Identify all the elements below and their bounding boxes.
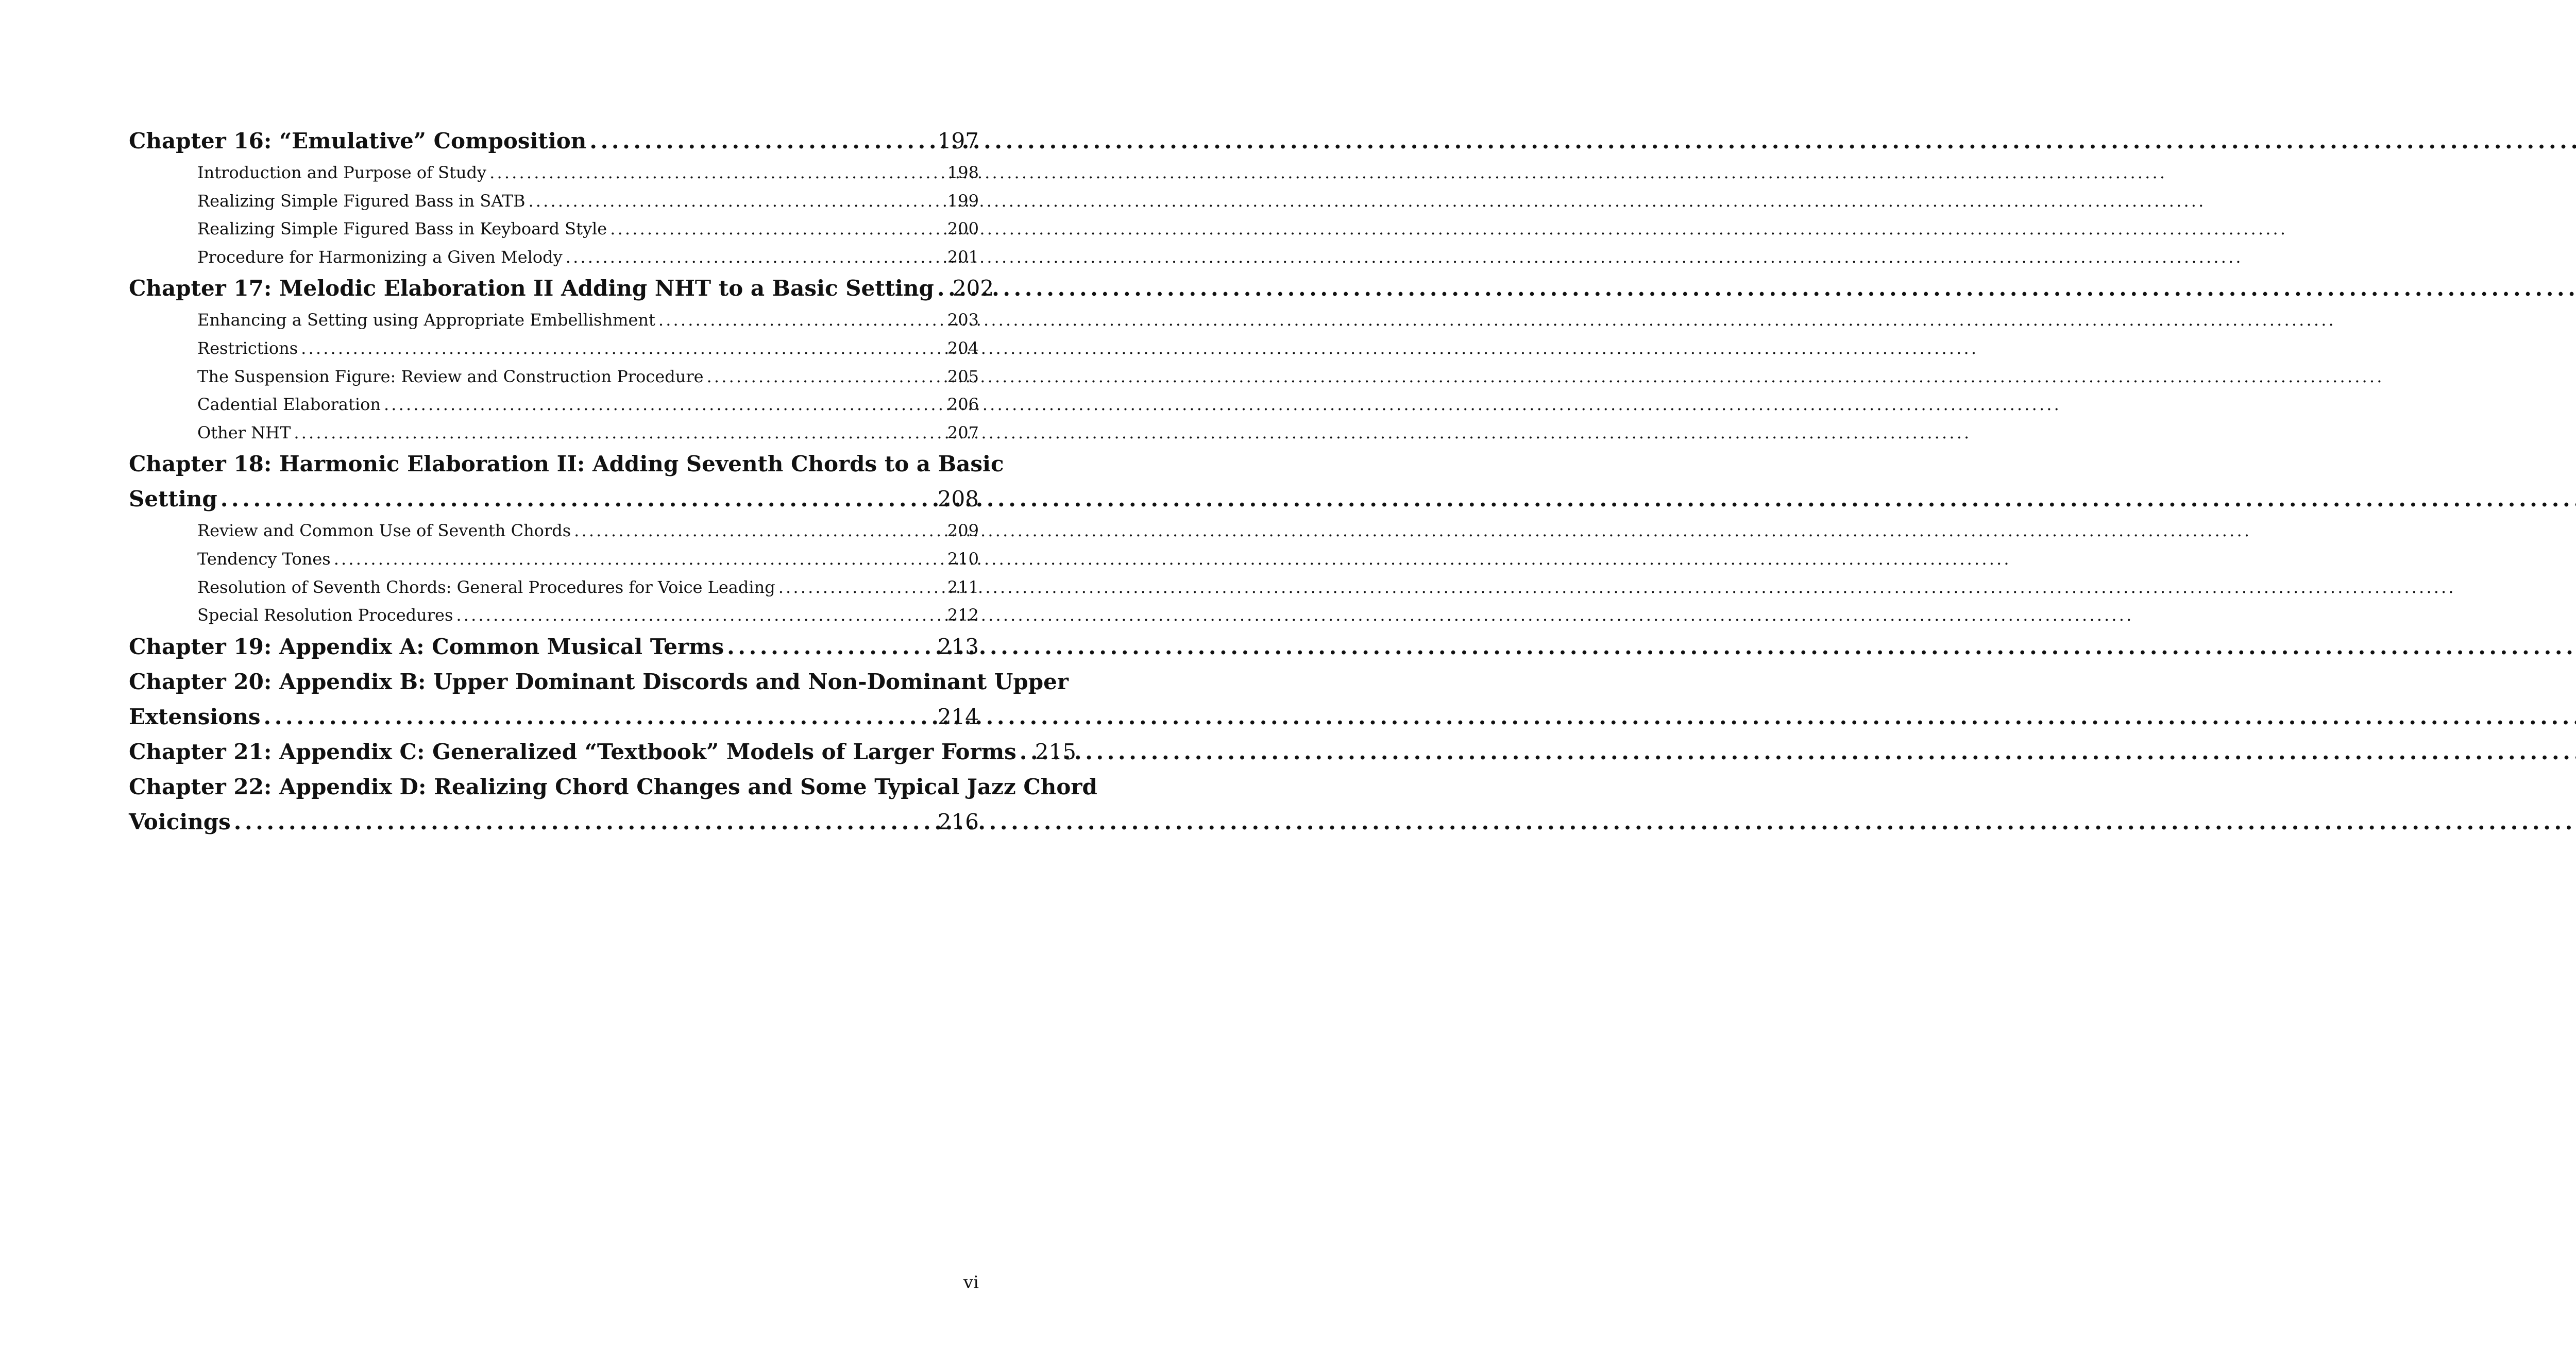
toc-page-number: 202 — [952, 276, 994, 301]
toc-section-entry[interactable] — [129, 306, 979, 334]
toc-page-number: 215 — [1035, 739, 1076, 764]
dot-leader — [334, 545, 942, 573]
toc-entry-title: Enhancing a Setting using Appropriate Embellishment — [197, 310, 655, 330]
toc-page-number: 199 — [947, 191, 979, 211]
toc-section-entry[interactable] — [129, 390, 979, 419]
toc-entry-title: The Suspension Figure: Review and Construction Procedure — [197, 366, 704, 386]
toc-section-entry[interactable] — [129, 545, 979, 573]
toc-entry-title: Chapter 22: Appendix D: Realizing Chord Changes and Some Typical Jazz Chord — [129, 774, 1097, 799]
dot-leader — [727, 629, 933, 664]
toc-section-entry[interactable] — [129, 187, 979, 215]
toc-entry-title: Cadential Elaboration — [197, 395, 381, 415]
toc-entry-title: Restrictions — [197, 338, 298, 358]
table-of-contents — [129, 124, 1097, 840]
page-number: vi — [963, 1272, 979, 1293]
toc-entry-title: Special Resolution Procedures — [197, 605, 453, 625]
dot-leader — [294, 419, 942, 447]
toc-chapter-entry[interactable] — [129, 271, 994, 306]
dot-leader — [610, 215, 942, 243]
toc-page-number: 208 — [937, 486, 979, 512]
toc-page-number: 201 — [947, 247, 979, 267]
toc-page-number: 205 — [947, 366, 979, 386]
toc-section-entry[interactable] — [129, 363, 979, 391]
toc-page-number: 198 — [947, 163, 979, 182]
toc-entry-title: Introduction and Purpose of Study — [197, 163, 487, 182]
dot-leader — [778, 573, 942, 602]
toc-entry-title: Review and Common Use of Seventh Chords — [197, 521, 571, 541]
toc-entry-title: Resolution of Seventh Chords: General Procedures for Voice Leading — [197, 577, 775, 597]
toc-chapter-entry[interactable] — [129, 664, 1069, 735]
toc-section-entry[interactable] — [129, 419, 979, 447]
dot-leader — [937, 271, 947, 306]
toc-page-number: 207 — [947, 422, 979, 442]
toc-chapter-entry[interactable] — [129, 629, 979, 664]
dot-leader — [489, 159, 942, 187]
toc-page-number: 210 — [947, 549, 979, 569]
toc-entry-title: Chapter 21: Appendix C: Generalized “Textbook” Models of Larger Forms — [129, 739, 1016, 764]
toc-entry-title: Realizing Simple Figured Bass in Keyboard Style — [197, 219, 607, 239]
dot-leader — [301, 334, 942, 363]
toc-entry-title: Chapter 17: Melodic Elaboration II Adding NHT to a Basic Setting — [129, 276, 934, 301]
dot-leader — [566, 243, 942, 271]
toc-section-entry[interactable] — [129, 334, 979, 363]
toc-entry-title-continued: Extensions — [129, 704, 261, 729]
toc-page-number: 213 — [937, 634, 979, 659]
toc-page-number: 214 — [937, 704, 979, 729]
toc-section-entry[interactable] — [129, 215, 979, 243]
toc-page-number: 212 — [947, 605, 979, 625]
dot-leader — [234, 805, 933, 840]
dot-leader — [589, 124, 932, 159]
toc-page-number: 200 — [947, 219, 979, 239]
toc-page-number: 209 — [947, 521, 979, 541]
toc-entry-title: Chapter 18: Harmonic Elaboration II: Adding Seventh Chords to a Basic — [129, 451, 1004, 477]
toc-page-number: 216 — [937, 809, 979, 834]
dot-leader — [456, 601, 942, 629]
dot-leader — [221, 482, 933, 517]
toc-entry-title: Procedure for Harmonizing a Given Melody — [197, 247, 563, 267]
toc-entry-title: Tendency Tones — [197, 549, 331, 569]
toc-entry-title-continued: Setting — [129, 486, 217, 512]
toc-section-entry[interactable] — [129, 159, 979, 187]
toc-entry-title: Realizing Simple Figured Bass in SATB — [197, 191, 526, 211]
dot-leader — [384, 390, 942, 419]
dot-leader — [1020, 735, 1030, 770]
toc-entry-title: Other NHT — [197, 422, 291, 442]
toc-section-entry[interactable] — [129, 517, 979, 545]
toc-page-number: 206 — [947, 395, 979, 415]
toc-section-entry[interactable] — [129, 601, 979, 629]
dot-leader — [264, 699, 933, 735]
toc-page-number: 204 — [947, 338, 979, 358]
toc-chapter-entry[interactable] — [129, 770, 1097, 840]
toc-chapter-entry[interactable] — [129, 735, 1076, 770]
dot-leader — [528, 187, 942, 215]
toc-section-entry[interactable] — [129, 573, 979, 602]
toc-chapter-entry[interactable] — [129, 124, 979, 159]
toc-entry-title: Chapter 19: Appendix A: Common Musical Terms — [129, 634, 724, 659]
dot-leader — [707, 363, 942, 391]
toc-chapter-entry[interactable] — [129, 447, 1004, 517]
toc-section-entry[interactable] — [129, 243, 979, 271]
dot-leader — [574, 517, 942, 545]
toc-page-number: 203 — [947, 310, 979, 330]
toc-page-number: 197 — [937, 128, 979, 153]
toc-entry-title-continued: Voicings — [129, 809, 231, 834]
toc-page-number: 211 — [947, 577, 979, 597]
toc-entry-title: Chapter 16: “Emulative” Composition — [129, 128, 587, 153]
toc-entry-title: Chapter 20: Appendix B: Upper Dominant Discords and Non-Dominant Upper — [129, 669, 1069, 694]
dot-leader — [658, 306, 942, 334]
